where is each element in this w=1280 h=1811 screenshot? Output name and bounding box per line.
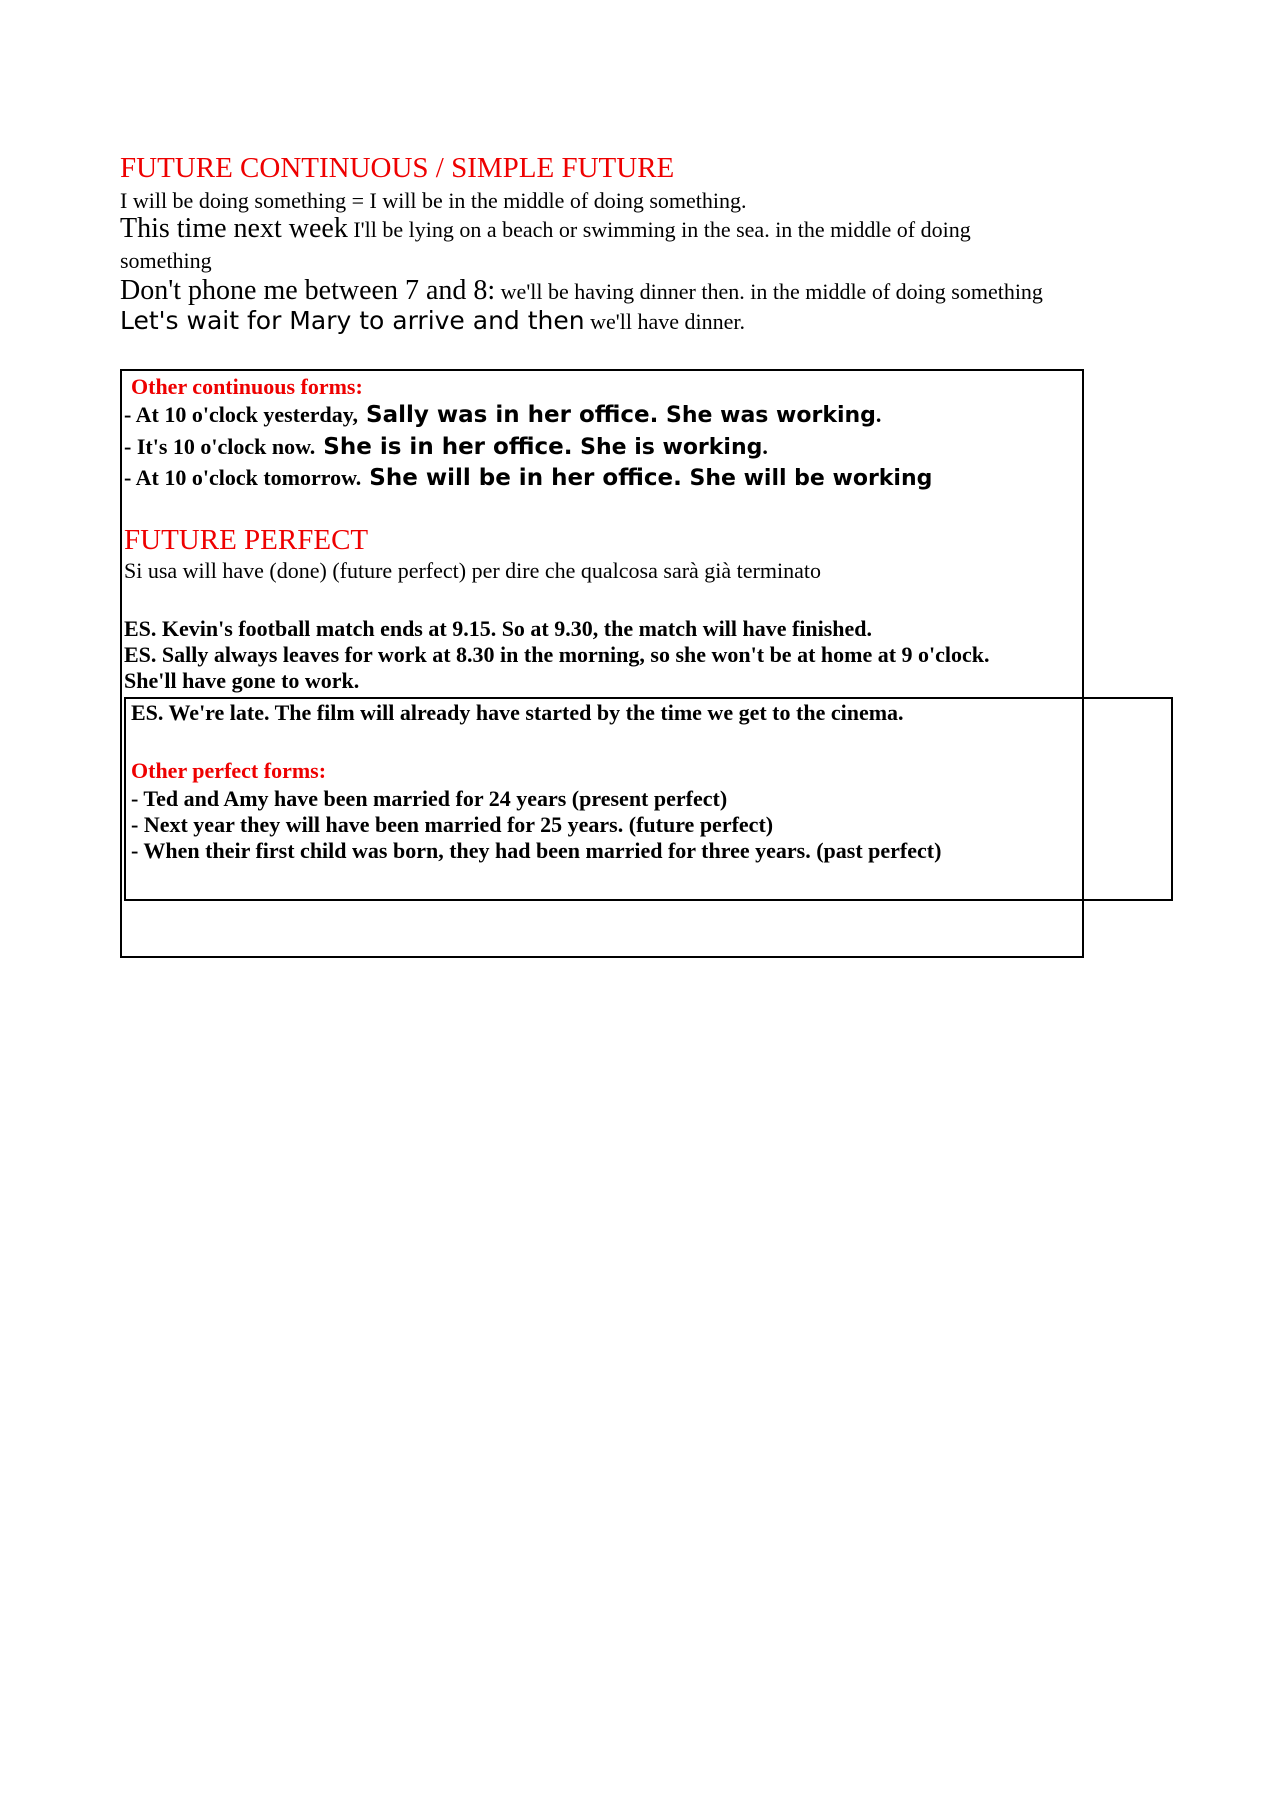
row-sentence: She will be in her office. xyxy=(361,465,682,491)
continuous-row-yesterday xyxy=(124,402,881,429)
example-dont-phone xyxy=(120,275,1043,306)
page-title: FUTURE CONTINUOUS / SIMPLE FUTURE xyxy=(120,152,675,184)
row-sentence: She is in her office. xyxy=(315,434,573,460)
row-verb: She will be working xyxy=(681,466,933,491)
continuous-row-now xyxy=(124,434,768,461)
future-continuous-definition: I will be doing something = I will be in the middle of doing something. xyxy=(120,188,747,213)
row-prefix: - It's 10 o'clock now. xyxy=(124,434,316,459)
perfect-row: - Next year they will have been married for 25 years. (future perfect) xyxy=(131,812,774,837)
perfect-row: - Ted and Amy have been married for 24 years (present perfect) xyxy=(131,786,728,811)
example-rest: we'll have dinner. xyxy=(584,309,745,334)
example-rest: I'll be lying on a beach or swimming in the sea. in the middle of doing xyxy=(347,217,971,242)
example-lead: This time next week xyxy=(120,213,348,244)
future-perfect-example: ES. Kevin's football match ends at 9.15. So at 9.30, the match will have finished. xyxy=(124,616,873,641)
row-end: . xyxy=(875,402,882,427)
continuous-row-tomorrow xyxy=(124,465,932,492)
continuous-forms-heading: Other continuous forms: xyxy=(131,374,363,399)
row-prefix: - At 10 o'clock tomorrow. xyxy=(124,465,362,490)
future-perfect-example: ES. Sally always leaves for work at 8.30 in the morning, so she won't be at home at 9 o'clock. xyxy=(124,642,990,667)
row-sentence: Sally was in her office. xyxy=(358,402,659,428)
perfect-row: - When their first child was born, they had been married for three years. (past perfect) xyxy=(131,838,942,863)
future-perfect-title: FUTURE PERFECT xyxy=(124,524,369,556)
row-verb: She is working xyxy=(572,435,763,460)
example-rest: we'll be having dinner then. in the middle of doing something xyxy=(495,279,1043,304)
example-wait-for-mary xyxy=(120,308,745,335)
row-verb: She was working xyxy=(658,403,876,428)
example-lead: Don't phone me between 7 and 8: xyxy=(120,275,496,306)
example-wrap: something xyxy=(120,248,212,273)
future-perfect-definition: Si usa will have (done) (future perfect) per dire che qualcosa sarà già terminato xyxy=(124,558,821,583)
perfect-forms-heading: Other perfect forms: xyxy=(131,758,327,783)
example-lead: Let's wait for Mary to arrive and then xyxy=(120,306,585,335)
row-prefix: - At 10 o'clock yesterday, xyxy=(124,402,359,427)
future-perfect-example: She'll have gone to work. xyxy=(124,668,360,693)
example-this-time-next-week xyxy=(120,213,1080,244)
row-end: . xyxy=(762,434,768,459)
perfect-box-example: ES. We're late. The film will already have started by the time we get to the cinema. xyxy=(131,700,904,725)
